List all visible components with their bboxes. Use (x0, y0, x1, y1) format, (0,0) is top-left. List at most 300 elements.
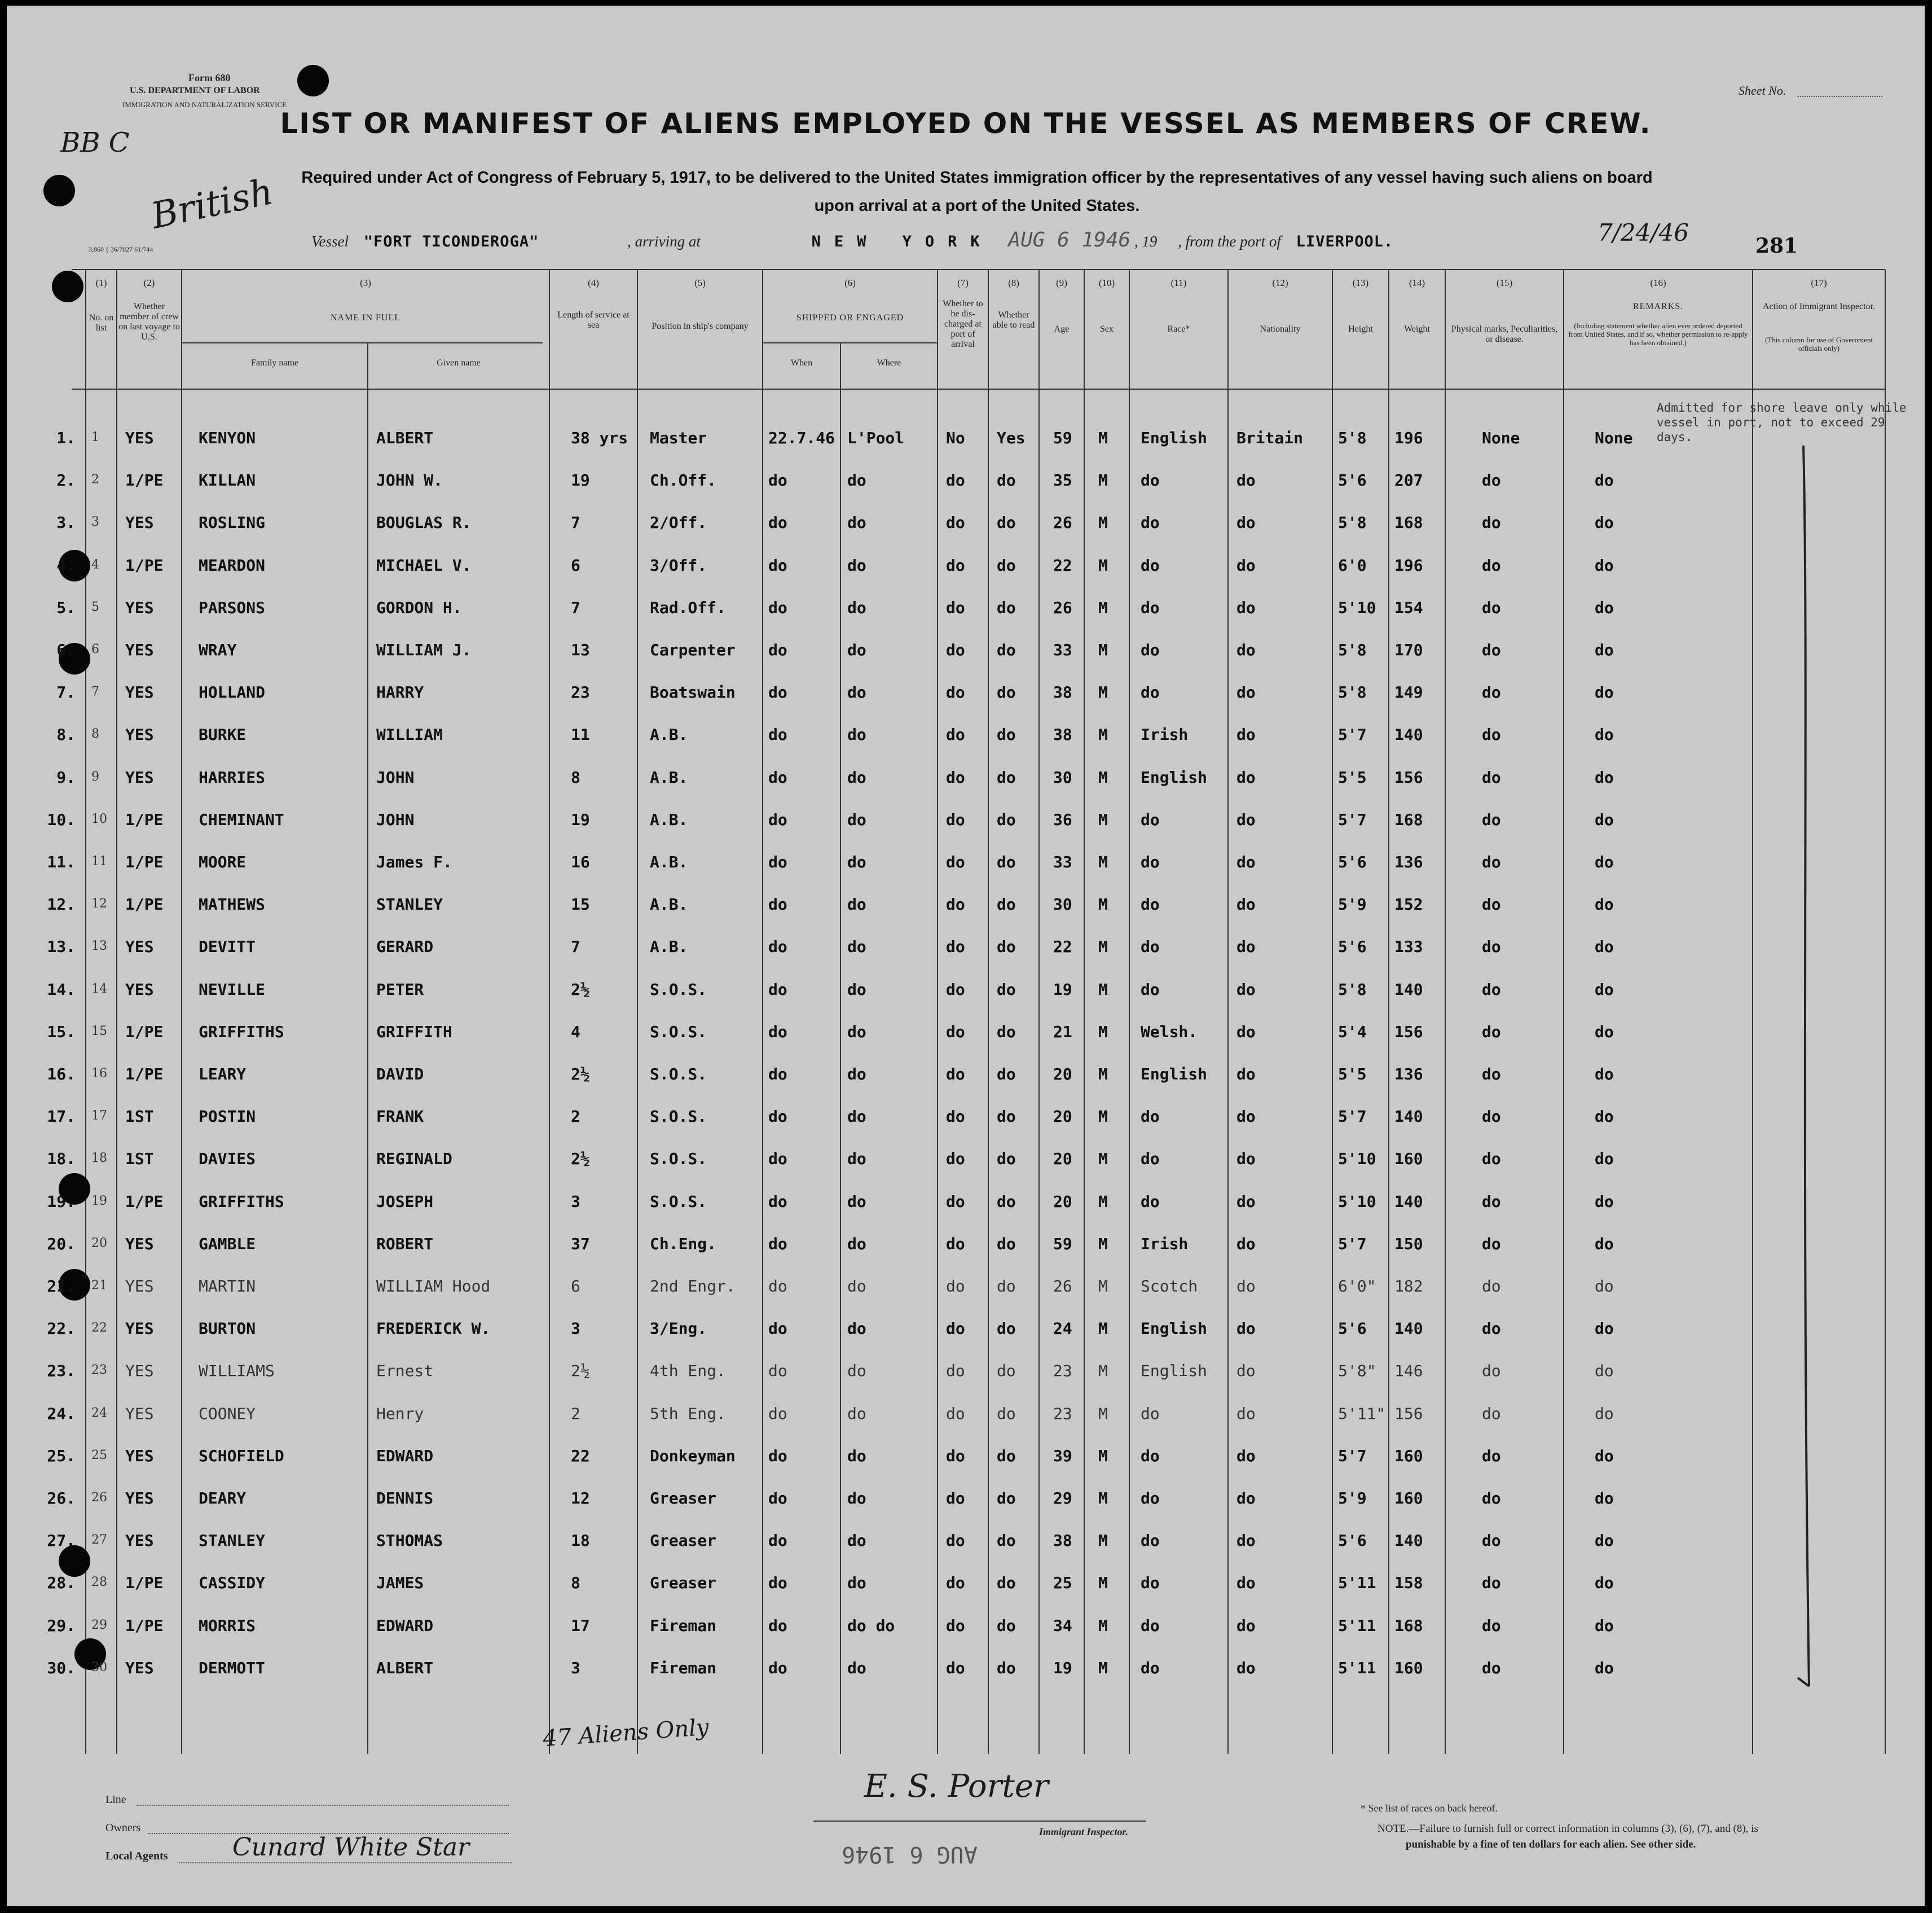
discharged-cell: do (946, 1616, 965, 1635)
age-cell: 59 (1053, 1235, 1072, 1253)
given-name-cell: DAVID (376, 1065, 424, 1083)
row-number: 9. (56, 768, 76, 787)
row-number: 11. (47, 853, 76, 871)
shipped-when-cell: do (768, 1277, 787, 1295)
height-cell: 5'4 (1338, 1022, 1367, 1041)
sex-cell: M (1098, 725, 1108, 744)
shipped-when-cell: do (768, 1489, 787, 1508)
height-cell: 5'10 (1338, 1192, 1376, 1211)
shipped-where-cell: do (847, 1022, 866, 1041)
weight-cell: 196 (1394, 556, 1423, 575)
family-name-cell: DAVIES (199, 1149, 256, 1168)
shipped-where-cell: do (847, 895, 866, 914)
race-cell: do (1141, 641, 1160, 659)
age-cell: 34 (1053, 1616, 1072, 1635)
family-name-cell: ROSLING (199, 513, 266, 532)
nationality-cell: do (1236, 980, 1256, 999)
weight-cell: 207 (1394, 471, 1423, 490)
discharged-cell: do (946, 768, 965, 787)
list-number: 23 (91, 1363, 107, 1377)
bottom-date-stamp: AUG 6 1946 (842, 1841, 978, 1867)
race-cell: do (1141, 1149, 1160, 1168)
weight-cell: 160 (1394, 1149, 1423, 1168)
col-position-label: Position in ship's company (652, 321, 749, 331)
race-cell: do (1141, 937, 1160, 956)
position-cell: Master (650, 429, 707, 447)
shipped-when-cell: 22.7.46 (768, 429, 835, 447)
remarks-cell: do (1595, 1065, 1614, 1083)
physical-marks-cell: do (1482, 1192, 1501, 1211)
able-to-read-cell: do (997, 1616, 1016, 1635)
sex-cell: M (1098, 1149, 1108, 1168)
shipped-where-cell: do (847, 598, 866, 617)
race-cell: do (1141, 1447, 1160, 1465)
service-length-cell: 22 (571, 1447, 590, 1465)
physical-marks-cell: do (1482, 683, 1501, 702)
remarks-cell: do (1595, 1573, 1614, 1592)
shipped-where-cell: do do (847, 1616, 895, 1635)
age-cell: 26 (1053, 598, 1072, 617)
age-cell: 30 (1053, 768, 1072, 787)
list-number: 11 (91, 854, 107, 869)
shipped-when-cell: do (768, 980, 787, 999)
col-last-voyage-number: (2) (143, 277, 155, 288)
subhead-given: Given name (437, 358, 481, 368)
sheet-number-label: Sheet No. (1739, 83, 1786, 98)
able-to-read-cell: do (997, 641, 1016, 659)
nationality-cell: do (1236, 1319, 1256, 1338)
col-shipped-label: SHIPPED OR ENGAGED (796, 313, 904, 323)
able-to-read-cell: do (997, 1235, 1016, 1253)
height-cell: 5'5 (1338, 1065, 1367, 1083)
row-number: 29. (47, 1616, 76, 1635)
shipped-where-cell: do (847, 1489, 866, 1508)
height-cell: 5'7 (1338, 1447, 1367, 1465)
shipped-where-cell: do (847, 768, 866, 787)
row-number: 16. (47, 1065, 76, 1083)
age-cell: 33 (1053, 641, 1072, 659)
weight-cell: 182 (1394, 1277, 1423, 1295)
physical-marks-cell: do (1482, 513, 1501, 532)
last-voyage-cell: 1ST (125, 1149, 154, 1168)
races-note: * See list of races on back hereof. (1361, 1802, 1498, 1814)
nationality-cell: do (1236, 1616, 1256, 1635)
sex-cell: M (1098, 641, 1108, 659)
shipped-where-cell: do (847, 725, 866, 744)
service-length-cell: 7 (571, 513, 580, 532)
age-cell: 20 (1053, 1149, 1072, 1168)
shipped-when-cell: do (768, 471, 787, 490)
able-to-read-cell: do (997, 1573, 1016, 1592)
position-cell: A.B. (650, 810, 688, 829)
height-cell: 5'8 (1338, 641, 1367, 659)
remarks-cell: do (1595, 980, 1614, 999)
shipped-where-cell: do (847, 1573, 866, 1592)
given-name-cell: Henry (376, 1404, 424, 1423)
nationality-cell: do (1236, 1361, 1256, 1380)
weight-cell: 156 (1394, 1404, 1423, 1423)
last-voyage-cell: YES (125, 1319, 154, 1338)
row-number: 28. (47, 1573, 76, 1592)
remarks-cell: do (1595, 895, 1614, 914)
weight-cell: 160 (1394, 1489, 1423, 1508)
sex-cell: M (1098, 598, 1108, 617)
discharged-cell: do (946, 556, 965, 575)
col-action-label: Action of Immigrant Inspector. (1762, 302, 1876, 311)
sex-cell: M (1098, 980, 1108, 999)
family-name-cell: GRIFFITHS (199, 1022, 284, 1041)
age-cell: 26 (1053, 513, 1072, 532)
weight-cell: 133 (1394, 937, 1423, 956)
service-length-cell: 38 yrs (571, 429, 628, 447)
list-number: 15 (91, 1024, 107, 1038)
subtitle-line-2: upon arrival at a port of the United States. (814, 197, 1140, 215)
shipped-when-cell: do (768, 1022, 787, 1041)
remarks-cell: do (1595, 1659, 1614, 1677)
subhead-family: Family name (251, 358, 298, 368)
given-name-cell: Ernest (376, 1361, 434, 1380)
row-number: 12. (47, 895, 76, 914)
last-voyage-cell: 1/PE (125, 1065, 164, 1083)
given-name-cell: GORDON H. (376, 598, 462, 617)
vessel-label: Vessel (311, 233, 349, 250)
corner-note: British (147, 171, 277, 237)
shipped-when-cell: do (768, 768, 787, 787)
weight-cell: 140 (1394, 1107, 1423, 1126)
weight-cell: 168 (1394, 810, 1423, 829)
given-name-cell: JOSEPH (376, 1192, 434, 1211)
remarks-cell: do (1595, 768, 1614, 787)
row-number: 30. (47, 1659, 76, 1677)
remarks-cell: do (1595, 853, 1614, 871)
col-discharged-label: Whether to be dis-charged at port of arrival (943, 299, 983, 349)
row-number: 22. (47, 1319, 76, 1338)
family-name-cell: WRAY (199, 641, 237, 659)
remarks-cell: do (1595, 937, 1614, 956)
shipped-when-cell: do (768, 556, 787, 575)
able-to-read-cell: do (997, 598, 1016, 617)
discharged-cell: do (946, 980, 965, 999)
nationality-cell: do (1236, 471, 1256, 490)
row-number: 21. (47, 1277, 76, 1295)
race-cell: do (1141, 556, 1160, 575)
row-number: 2. (56, 471, 76, 490)
height-cell: 5'8" (1338, 1361, 1376, 1380)
col-remarks-number: (16) (1650, 277, 1666, 288)
able-to-read-cell: do (997, 768, 1016, 787)
last-voyage-cell: YES (125, 1489, 154, 1508)
service-length-cell: 16 (571, 853, 590, 871)
height-cell: 5'9 (1338, 895, 1367, 914)
sex-cell: M (1098, 471, 1108, 490)
physical-marks-cell: do (1482, 1531, 1501, 1550)
list-number: 17 (91, 1109, 107, 1123)
sex-cell: M (1098, 1531, 1108, 1550)
position-cell: Greaser (650, 1573, 717, 1592)
nationality-cell: do (1236, 1022, 1256, 1041)
shipped-where-cell: do (847, 1192, 866, 1211)
col-service-label: Length of service at sea (557, 310, 630, 330)
able-to-read-cell: do (997, 1489, 1016, 1508)
race-cell: do (1141, 1616, 1160, 1635)
list-number: 1 (91, 430, 99, 444)
race-cell: do (1141, 513, 1160, 532)
service-length-cell: 7 (571, 937, 580, 956)
given-name-cell: GERARD (376, 937, 434, 956)
discharged-cell: do (946, 683, 965, 702)
weight-cell: 196 (1394, 429, 1423, 447)
discharged-cell: do (946, 1149, 965, 1168)
discharged-cell: do (946, 1659, 965, 1677)
service-length-cell: 2½ (571, 1065, 590, 1083)
weight-cell: 140 (1394, 1319, 1423, 1338)
shipped-where-cell: do (847, 937, 866, 956)
aliens-count-note: 47 Aliens Only (542, 1714, 710, 1752)
last-voyage-cell: 1/PE (125, 895, 164, 914)
weight-cell: 156 (1394, 1022, 1423, 1041)
able-to-read-cell: do (997, 1065, 1016, 1083)
shipped-when-cell: do (768, 1192, 787, 1211)
sex-cell: M (1098, 1277, 1108, 1295)
sex-cell: M (1098, 810, 1108, 829)
manifest-sheet (7, 6, 1925, 1906)
row-number: 24. (47, 1404, 76, 1423)
shipped-where-cell: do (847, 980, 866, 999)
service: IMMIGRATION AND NATURALIZATION SERVICE (122, 100, 287, 109)
family-name-cell: GAMBLE (199, 1235, 256, 1253)
shipped-when-cell: do (768, 1065, 787, 1083)
shipped-where-cell: do (847, 471, 866, 490)
given-name-cell: STANLEY (376, 895, 443, 914)
from-label: , from the port of (1178, 233, 1281, 250)
shipped-where-cell: do (847, 1531, 866, 1550)
remarks-cell: do (1595, 556, 1614, 575)
family-name-cell: PARSONS (199, 598, 266, 617)
physical-marks-cell: do (1482, 1404, 1501, 1423)
physical-marks-cell: do (1482, 1277, 1501, 1295)
service-length-cell: 18 (571, 1531, 590, 1550)
nationality-cell: Britain (1236, 429, 1304, 447)
list-number: 27 (91, 1533, 107, 1547)
list-number: 22 (91, 1321, 107, 1335)
age-cell: 20 (1053, 1107, 1072, 1126)
able-to-read-cell: do (997, 471, 1016, 490)
weight-cell: 154 (1394, 598, 1423, 617)
discharged-cell: do (946, 725, 965, 744)
last-voyage-cell: YES (125, 641, 154, 659)
given-name-cell: ALBERT (376, 429, 434, 447)
able-to-read-cell: do (997, 895, 1016, 914)
physical-marks-cell: do (1482, 641, 1501, 659)
age-cell: 26 (1053, 1277, 1072, 1295)
weight-cell: 136 (1394, 853, 1423, 871)
sex-cell: M (1098, 937, 1108, 956)
given-name-cell: ALBERT (376, 1659, 434, 1677)
row-number: 14. (47, 980, 76, 999)
race-cell: do (1141, 1489, 1160, 1508)
last-voyage-cell: YES (125, 937, 154, 956)
inspector-signature: E. S. Porter (864, 1768, 1049, 1805)
page-number: 281 (1755, 234, 1798, 258)
shipped-where-cell: do (847, 1277, 866, 1295)
row-number: 8. (56, 725, 76, 744)
race-cell: do (1141, 1404, 1160, 1423)
row-number: 4. (56, 556, 76, 575)
row-number: 18. (47, 1149, 76, 1168)
weight-cell: 168 (1394, 513, 1423, 532)
age-cell: 38 (1053, 1531, 1072, 1550)
col-sex-label: Sex (1100, 324, 1114, 334)
height-cell: 5'7 (1338, 1235, 1367, 1253)
race-cell: English (1141, 768, 1208, 787)
list-number: 4 (91, 558, 99, 572)
penalty-note-2: punishable by a fine of ten dollars for each alien. See other side. (1406, 1839, 1696, 1850)
col-read-number: (8) (1008, 277, 1019, 288)
position-cell: 2/Off. (650, 513, 707, 532)
list-number: 12 (91, 897, 107, 911)
sex-cell: M (1098, 1573, 1108, 1592)
family-name-cell: MORRIS (199, 1616, 256, 1635)
punch-hole (43, 175, 75, 206)
given-name-cell: HARRY (376, 683, 424, 702)
position-cell: 2nd Engr. (650, 1277, 736, 1295)
shipped-when-cell: do (768, 1404, 787, 1423)
list-number: 21 (91, 1279, 107, 1293)
row-number: 1. (56, 429, 76, 447)
shipped-when-cell: do (768, 1107, 787, 1126)
remarks-cell: do (1595, 725, 1614, 744)
able-to-read-cell: do (997, 1022, 1016, 1041)
given-name-cell: EDWARD (376, 1447, 434, 1465)
discharged-cell: do (946, 1192, 965, 1211)
sex-cell: M (1098, 1489, 1108, 1508)
remarks-cell: do (1595, 1277, 1614, 1295)
position-cell: Greaser (650, 1531, 717, 1550)
service-length-cell: 3 (571, 1192, 580, 1211)
remarks-cell: do (1595, 1531, 1614, 1550)
nationality-cell: do (1236, 1235, 1256, 1253)
shipped-where-cell: do (847, 641, 866, 659)
shipped-when-cell: do (768, 1616, 787, 1635)
family-name-cell: CHEMINANT (199, 810, 284, 829)
list-number: 10 (91, 812, 107, 826)
col-discharged-number: (7) (957, 277, 969, 288)
physical-marks-cell: do (1482, 1489, 1501, 1508)
row-number: 13. (47, 937, 76, 956)
family-name-cell: KILLAN (199, 471, 256, 490)
position-cell: Fireman (650, 1659, 717, 1677)
age-cell: 21 (1053, 1022, 1072, 1041)
punch-hole (52, 271, 83, 302)
row-number: 15. (47, 1022, 76, 1041)
age-cell: 36 (1053, 810, 1072, 829)
given-name-cell: JOHN (376, 810, 415, 829)
col-race-number: (11) (1170, 277, 1187, 288)
able-to-read-cell: do (997, 1149, 1016, 1168)
service-length-cell: 3 (571, 1659, 580, 1677)
age-cell: 59 (1053, 429, 1072, 447)
able-to-read-cell: do (997, 1277, 1016, 1295)
height-cell: 5'11 (1338, 1659, 1376, 1677)
service-length-cell: 2 (571, 1404, 580, 1423)
sex-cell: M (1098, 1659, 1108, 1677)
family-name-cell: POSTIN (199, 1107, 256, 1126)
race-cell: Irish (1141, 725, 1189, 744)
sex-cell: M (1098, 429, 1108, 447)
discharged-cell: do (946, 1235, 965, 1253)
service-length-cell: 11 (571, 725, 590, 744)
family-name-cell: MATHEWS (199, 895, 266, 914)
discharged-cell: do (946, 598, 965, 617)
from-port: LIVERPOOL. (1296, 233, 1394, 250)
shipped-where-cell: L'Pool (847, 429, 905, 447)
physical-marks-cell: do (1482, 1447, 1501, 1465)
sex-cell: M (1098, 1065, 1108, 1083)
subtitle-line-1: Required under Act of Congress of February 5, 1917, to be delivered to the United States immigration officer by the representatives of any vessel having such aliens on board (301, 169, 1653, 187)
shipped-when-cell: do (768, 895, 787, 914)
col-read-label: Whether able to read (992, 310, 1035, 330)
age-cell: 24 (1053, 1319, 1072, 1338)
given-name-cell: BOUGLAS R. (376, 513, 472, 532)
race-cell: do (1141, 810, 1160, 829)
given-name-cell: STHOMAS (376, 1531, 443, 1550)
vessel-name: "FORT TICONDEROGA" (363, 233, 539, 250)
discharged-cell: do (946, 1489, 965, 1508)
service-length-cell: 8 (571, 768, 580, 787)
physical-marks-cell: do (1482, 471, 1501, 490)
nationality-cell: do (1236, 556, 1256, 575)
family-name-cell: GRIFFITHS (199, 1192, 284, 1211)
nationality-cell: do (1236, 1107, 1256, 1126)
col-race-label: Race* (1167, 324, 1190, 334)
remarks-note: (Including statement whether alien ever ordered deported from United States, and if so, whether permission to re-apply has been obtained.) (1568, 321, 1748, 347)
weight-cell: 146 (1394, 1361, 1423, 1380)
page-title: LIST OR MANIFEST OF ALIENS EMPLOYED ON THE VESSEL AS MEMBERS OF CREW. (280, 107, 1652, 140)
physical-marks-cell: do (1482, 980, 1501, 999)
handwritten-date: 7/24/46 (1597, 219, 1689, 246)
row-number: 17. (47, 1107, 76, 1126)
service-length-cell: 12 (571, 1489, 590, 1508)
remarks-cell: do (1595, 513, 1614, 532)
last-voyage-cell: YES (125, 1277, 154, 1295)
list-number: 30 (91, 1660, 107, 1674)
last-voyage-cell: 1/PE (125, 471, 164, 490)
subhead-when: When (790, 358, 813, 368)
col-position-number: (5) (694, 277, 706, 288)
given-name-cell: WILLIAM J. (376, 641, 472, 659)
list-number: 25 (91, 1448, 107, 1462)
list-number: 7 (91, 685, 99, 699)
race-cell: do (1141, 471, 1160, 490)
nationality-cell: do (1236, 937, 1256, 956)
weight-cell: 140 (1394, 1531, 1423, 1550)
race-cell: do (1141, 1192, 1160, 1211)
height-cell: 5'6 (1338, 937, 1367, 956)
row-number: 20. (47, 1235, 76, 1253)
given-name-cell: JAMES (376, 1573, 424, 1592)
remarks-cell: None (1595, 429, 1633, 447)
discharged-cell: No (946, 429, 965, 447)
list-number: 29 (91, 1618, 107, 1632)
race-cell: do (1141, 598, 1160, 617)
shipped-when-cell: do (768, 1659, 787, 1677)
discharged-cell: do (946, 1107, 965, 1126)
physical-marks-cell: do (1482, 810, 1501, 829)
weight-cell: 152 (1394, 895, 1423, 914)
shipped-when-cell: do (768, 1149, 787, 1168)
year-suffix: , 19 (1134, 233, 1158, 250)
shipped-when-cell: do (768, 1447, 787, 1465)
